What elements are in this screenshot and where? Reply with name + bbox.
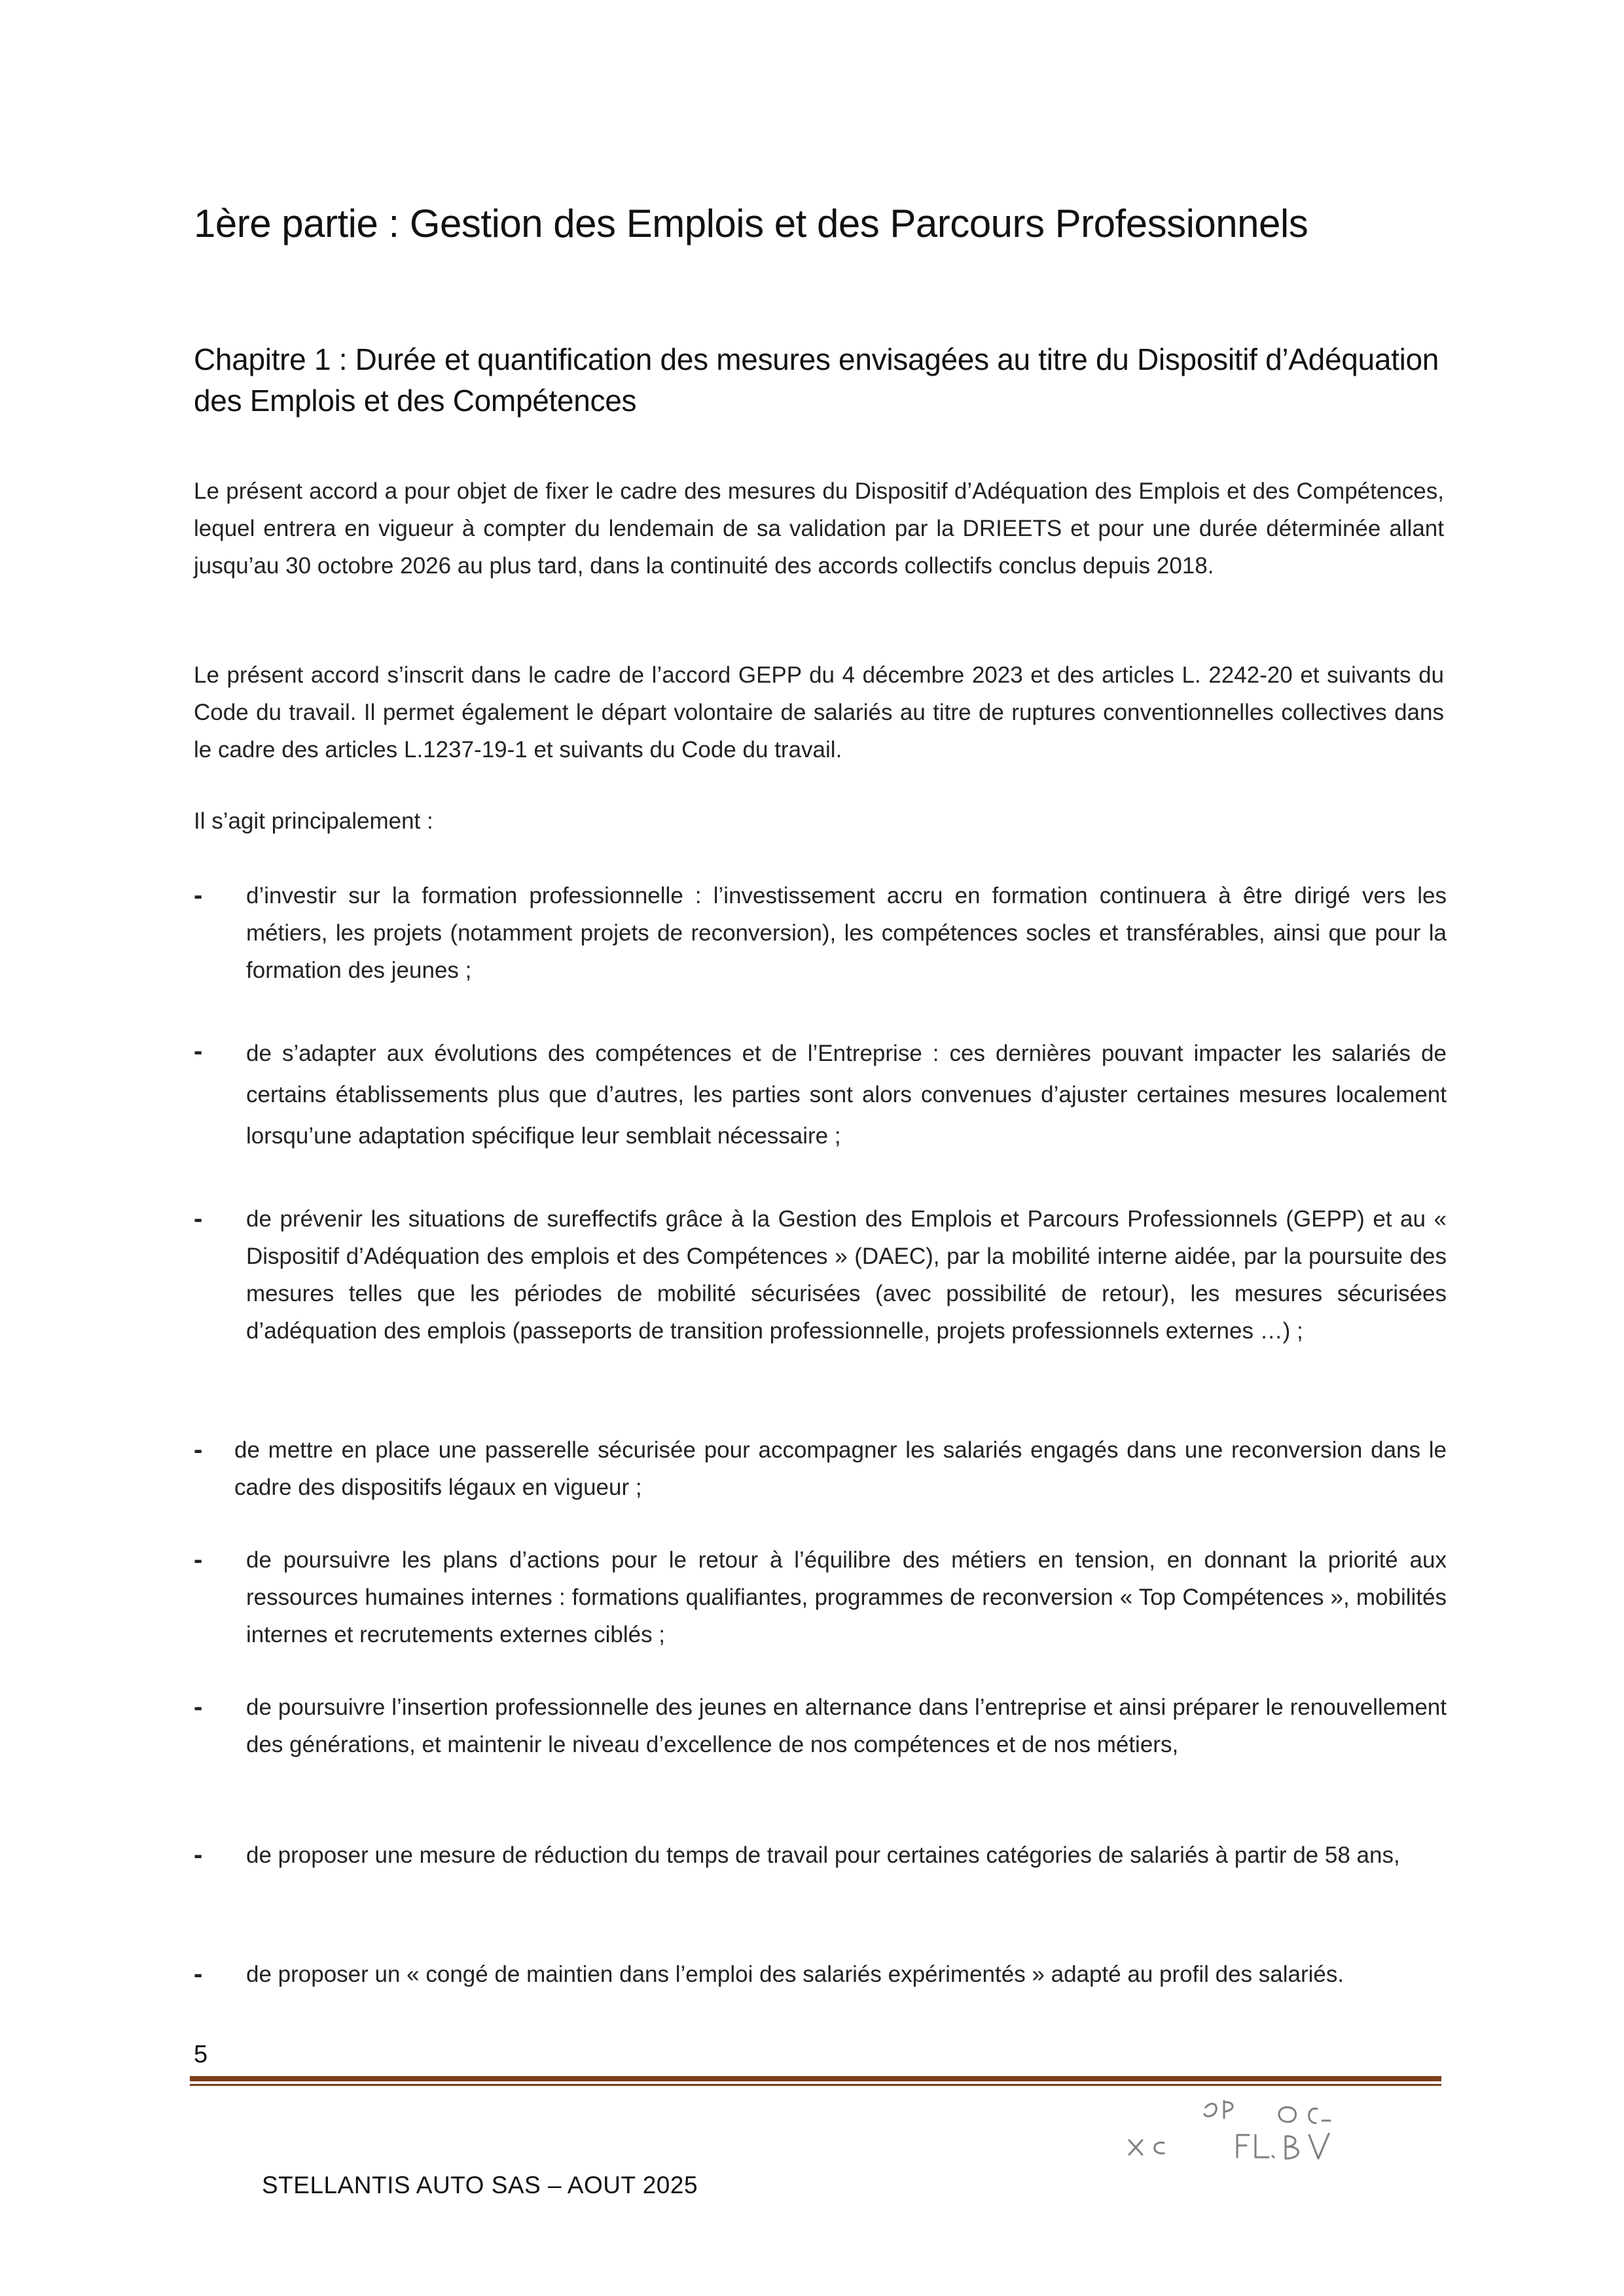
- bullet-text: de poursuivre l’insertion professionnelle des jeunes en alternance dans l’entreprise et ainsi préparer le renouvellement des générations, et maintenir le niveau d’excellence de nos compétences et de nos métiers,: [246, 1695, 1447, 1757]
- chapter-title: Chapitre 1 : Durée et quantification des mesures envisagées au titre du Dispositif d’Adéquation des Emplois et des Compétences: [194, 342, 1439, 418]
- bullet-dash: -: [194, 1435, 203, 1464]
- paragraph-context: Le présent accord s’inscrit dans le cadre de l’accord GEPP du 4 décembre 2023 et des articles L. 2242-20 et suivants du Code du travail. Il permet également le départ volontaire de salariés au titre de ruptures conventionnelles collectives dans le cadre des articles L.1237-19-1 et suivants du Code du travail.: [194, 662, 1444, 762]
- bullet-text: de proposer une mesure de réduction du temps de travail pour certaines catégories de salariés à partir de 58 ans,: [246, 1842, 1400, 1868]
- footer-company-date: STELLANTIS AUTO SAS – AOUT 2025: [262, 2172, 698, 2198]
- bullet-text: de proposer un « congé de maintien dans l’emploi des salariés expérimentés » adapté au profil des salariés.: [246, 1962, 1344, 1987]
- bullet-text: de prévenir les situations de sureffectifs grâce à la Gestion des Emplois et Parcours Professionnels (GEPP) et au « Dispositif d’Adéquation des emplois et des Compétences » (DAEC), par la mobilité interne aidée, par la poursuite des mesures telles que les périodes de mobilité sécurisées (avec possibilité de retour), les mesures sécurisées d’adéquation des emplois (passeports de transition professionnelle, projets professionnels externes …) ;: [246, 1206, 1447, 1344]
- part-title: 1ère partie : Gestion des Emplois et des Parcours Professionnels: [194, 202, 1308, 245]
- bullet-dash: -: [194, 881, 203, 910]
- bullet-dash: -: [194, 1693, 203, 1721]
- paragraph-intro: Le présent accord a pour objet de fixer le cadre des mesures du Dispositif d’Adéquation des Emplois et des Compétences, lequel entrera en vigueur à compter du lendemain de sa validation par la DRIEETS et pour une durée déterminée allant jusqu’au 30 octobre 2026 au plus tard, dans la continuité des accords collectifs conclus depuis 2018.: [194, 478, 1444, 579]
- bullet-dash: -: [194, 1037, 203, 1066]
- page-number: 5: [194, 2041, 208, 2068]
- bullet-dash: -: [194, 1204, 203, 1233]
- footer-divider-thick: [190, 2076, 1441, 2081]
- bullet-dash: -: [194, 1960, 203, 1988]
- bullet-text: de mettre en place une passerelle sécurisée pour accompagner les salariés engagés dans une reconversion dans le cadre des dispositifs légaux en vigueur ;: [234, 1437, 1447, 1500]
- paragraph-lead: Il s’agit principalement :: [194, 808, 433, 834]
- footer-divider: [190, 2076, 1441, 2087]
- handwritten-initials: [1113, 2094, 1375, 2173]
- bullet-text: de poursuivre les plans d’actions pour le retour à l’équilibre des métiers en tension, en donnant la priorité aux ressources humaines internes : formations qualifiantes, programmes de reconversion « Top Compétences », mobilités internes et recrutements externes ciblés ;: [246, 1547, 1447, 1647]
- bullet-dash: -: [194, 1545, 203, 1574]
- bullet-dash: -: [194, 1840, 203, 1869]
- footer-divider-thin: [190, 2084, 1441, 2086]
- bullet-text: de s’adapter aux évolutions des compétences et de l’Entreprise : ces dernières pouvant impacter les salariés de certains établissements plus que d’autres, les parties sont alors convenues d’ajuster certaines mesures localement lorsqu’une adaptation spécifique leur semblait nécessaire ;: [246, 1041, 1447, 1149]
- bullet-text: d’investir sur la formation professionnelle : l’investissement accru en formation continuera à être dirigé vers les métiers, les projets (notamment projets de reconversion), les compétences socles et transférables, ainsi que pour la formation des jeunes ;: [246, 883, 1447, 983]
